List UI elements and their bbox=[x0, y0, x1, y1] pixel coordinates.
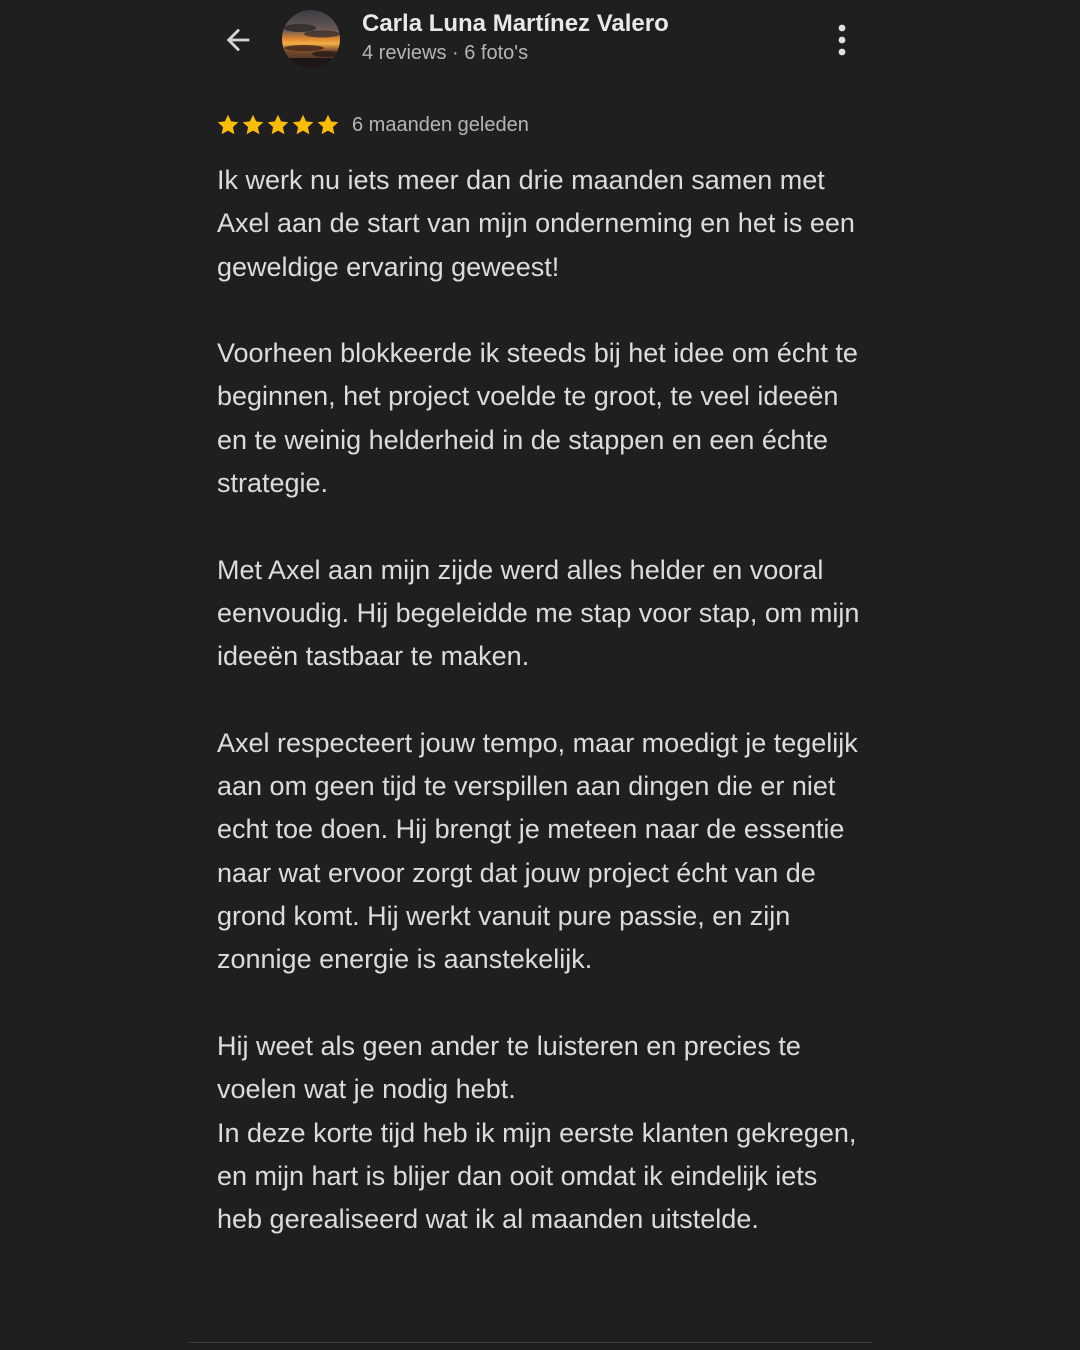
review-paragraph: Ik werk nu iets meer dan drie maanden samen met Axel aan de start van mijn onderneming en het is een geweldige ervaring geweest! bbox=[217, 165, 855, 282]
star-icon bbox=[291, 113, 315, 137]
avatar[interactable] bbox=[282, 10, 340, 68]
arrow-left-icon bbox=[221, 23, 255, 57]
review-body bbox=[217, 159, 867, 1241]
star-icon bbox=[216, 113, 240, 137]
reviewer-meta: 4 reviews · 6 foto's bbox=[362, 42, 529, 64]
star-icon bbox=[316, 113, 340, 137]
sunset-photo-icon bbox=[282, 10, 340, 68]
back-button[interactable] bbox=[214, 18, 262, 62]
review-date: 6 maanden geleden bbox=[352, 113, 529, 136]
app-bar bbox=[0, 0, 1080, 90]
star-icon bbox=[266, 113, 290, 137]
review-paragraph: Hij weet als geen ander te luisteren en precies te voelen wat je nodig hebt. bbox=[217, 1030, 801, 1105]
review-paragraph: In deze korte tijd heb ik mijn eerste klanten gekregen, en mijn hart is blijer dan ooit omdat ik eindelijk iets heb gerealiseerd wat ik al maanden uitstelde. bbox=[217, 1117, 857, 1235]
divider bbox=[188, 1342, 872, 1343]
star-rating bbox=[216, 113, 340, 137]
review-paragraph: Axel respecteert jouw tempo, maar moedigt je tegelijk aan om geen tijd te verspillen aan dingen die er niet echt toe doen. Hij brengt je meteen naar de essentie naar wat ervoor zorgt dat jouw project écht van de grond komt. Hij werkt vanuit pure passie, en zijn zonnige energie is aanstekelijk. bbox=[217, 727, 858, 975]
review-paragraph: Met Axel aan mijn zijde werd alles helder en vooral eenvoudig. Hij begeleidde me stap voor stap, om mijn ideeën tastbaar te maken. bbox=[217, 554, 860, 672]
more-options-button[interactable] bbox=[822, 18, 862, 62]
rating-row bbox=[216, 110, 529, 140]
reviewer-name[interactable]: Carla Luna Martínez Valero bbox=[362, 10, 669, 37]
more-vertical-icon bbox=[837, 23, 847, 57]
star-icon bbox=[241, 113, 265, 137]
review-paragraph: Voorheen blokkeerde ik steeds bij het idee om écht te beginnen, het project voelde te groot, te veel ideeën en te weinig helderheid in de stappen en een échte strategie. bbox=[217, 338, 858, 499]
